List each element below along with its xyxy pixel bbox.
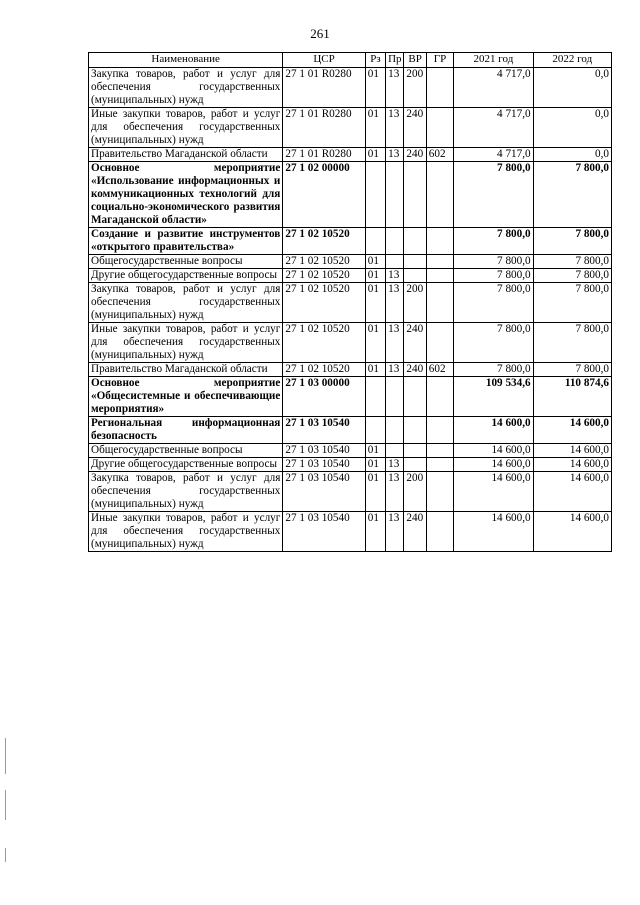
cell-rz	[365, 417, 385, 444]
budget-table	[88, 52, 612, 552]
cell-name: Общегосударственные вопросы	[89, 255, 283, 269]
cell-rz	[365, 162, 385, 228]
cell-pr: 13	[386, 323, 404, 363]
scan-edge-mark	[5, 848, 6, 862]
cell-gr	[426, 458, 453, 472]
cell-csr: 27 1 03 10540	[283, 458, 365, 472]
cell-2022: 14 600,0	[533, 472, 611, 512]
cell-2022: 0,0	[533, 108, 611, 148]
cell-vr: 200	[404, 472, 426, 512]
cell-2022: 7 800,0	[533, 228, 611, 255]
cell-pr	[386, 444, 404, 458]
cell-gr	[426, 417, 453, 444]
cell-csr: 27 1 03 10540	[283, 417, 365, 444]
cell-csr: 27 1 02 00000	[283, 162, 365, 228]
header-pr: Пр	[386, 53, 404, 68]
cell-gr	[426, 255, 453, 269]
cell-gr	[426, 472, 453, 512]
cell-2021: 4 717,0	[454, 108, 533, 148]
cell-2022: 14 600,0	[533, 458, 611, 472]
table-row	[89, 162, 612, 228]
cell-vr: 240	[404, 323, 426, 363]
cell-gr	[426, 269, 453, 283]
cell-csr: 27 1 03 10540	[283, 512, 365, 552]
cell-2022: 7 800,0	[533, 283, 611, 323]
table-row	[89, 68, 612, 108]
cell-vr: 240	[404, 148, 426, 162]
cell-2022: 14 600,0	[533, 444, 611, 458]
cell-name: Общегосударственные вопросы	[89, 444, 283, 458]
cell-pr: 13	[386, 283, 404, 323]
cell-vr: 240	[404, 108, 426, 148]
table-body	[89, 68, 612, 552]
cell-csr: 27 1 02 10520	[283, 363, 365, 377]
cell-pr	[386, 417, 404, 444]
header-vr: ВР	[404, 53, 426, 68]
cell-2022: 7 800,0	[533, 255, 611, 269]
cell-vr: 200	[404, 68, 426, 108]
cell-name: Правительство Магаданской области	[89, 363, 283, 377]
cell-2022: 110 874,6	[533, 377, 611, 417]
cell-2021: 7 800,0	[454, 363, 533, 377]
cell-gr: 602	[426, 148, 453, 162]
cell-2022: 0,0	[533, 148, 611, 162]
cell-gr	[426, 283, 453, 323]
cell-csr: 27 1 01 R0280	[283, 68, 365, 108]
cell-2021: 7 800,0	[454, 269, 533, 283]
table-row	[89, 377, 612, 417]
header-2022: 2022 год	[533, 53, 611, 68]
cell-vr: 240	[404, 363, 426, 377]
cell-2021: 14 600,0	[454, 458, 533, 472]
cell-2022: 7 800,0	[533, 162, 611, 228]
cell-pr: 13	[386, 108, 404, 148]
cell-rz	[365, 377, 385, 417]
cell-pr: 13	[386, 458, 404, 472]
cell-2021: 14 600,0	[454, 512, 533, 552]
cell-name: Иные закупки товаров, работ и услуг для обеспечения государственных (муниципальных) нужд	[89, 108, 283, 148]
cell-csr: 27 1 03 00000	[283, 377, 365, 417]
cell-name: Региональная информационная безопасность	[89, 417, 283, 444]
cell-vr	[404, 458, 426, 472]
page-number: 261	[310, 26, 330, 41]
cell-name: Закупка товаров, работ и услуг для обеспечения государственных (муниципальных) нужд	[89, 283, 283, 323]
cell-pr: 13	[386, 512, 404, 552]
cell-pr	[386, 162, 404, 228]
cell-pr	[386, 228, 404, 255]
cell-rz: 01	[365, 323, 385, 363]
cell-pr	[386, 377, 404, 417]
table-row	[89, 458, 612, 472]
cell-vr	[404, 417, 426, 444]
table-row	[89, 148, 612, 162]
cell-2022: 14 600,0	[533, 512, 611, 552]
cell-rz: 01	[365, 68, 385, 108]
cell-name: Закупка товаров, работ и услуг для обеспечения государственных (муниципальных) нужд	[89, 472, 283, 512]
cell-name: Другие общегосударственные вопросы	[89, 269, 283, 283]
cell-name: Иные закупки товаров, работ и услуг для обеспечения государственных (муниципальных) нужд	[89, 323, 283, 363]
cell-name: Основное мероприятие «Общесистемные и обеспечивающие мероприятия»	[89, 377, 283, 417]
cell-csr: 27 1 01 R0280	[283, 148, 365, 162]
table-row	[89, 363, 612, 377]
table-row	[89, 512, 612, 552]
cell-gr	[426, 377, 453, 417]
cell-gr	[426, 108, 453, 148]
cell-pr: 13	[386, 363, 404, 377]
cell-2021: 14 600,0	[454, 472, 533, 512]
table-row	[89, 283, 612, 323]
cell-pr: 13	[386, 68, 404, 108]
cell-csr: 27 1 02 10520	[283, 283, 365, 323]
header-name: Наименование	[89, 53, 283, 68]
cell-rz: 01	[365, 444, 385, 458]
table-row	[89, 228, 612, 255]
cell-pr	[386, 255, 404, 269]
cell-name: Другие общегосударственные вопросы	[89, 458, 283, 472]
header-gr: ГР	[426, 53, 453, 68]
cell-csr: 27 1 03 10540	[283, 444, 365, 458]
cell-gr	[426, 512, 453, 552]
cell-gr	[426, 228, 453, 255]
cell-rz: 01	[365, 108, 385, 148]
table-header-row	[89, 53, 612, 68]
cell-vr	[404, 162, 426, 228]
cell-2021: 7 800,0	[454, 283, 533, 323]
table-row	[89, 417, 612, 444]
cell-rz: 01	[365, 283, 385, 323]
cell-csr: 27 1 02 10520	[283, 323, 365, 363]
cell-gr: 602	[426, 363, 453, 377]
cell-name: Основное мероприятие «Использование информационных и коммуникационных технологий для социально-экономического развития Магаданской области»	[89, 162, 283, 228]
cell-gr	[426, 323, 453, 363]
scan-edge-mark	[5, 790, 6, 820]
cell-vr	[404, 269, 426, 283]
cell-csr: 27 1 02 10520	[283, 255, 365, 269]
cell-gr	[426, 444, 453, 458]
table-row	[89, 255, 612, 269]
cell-csr: 27 1 01 R0280	[283, 108, 365, 148]
table-row	[89, 444, 612, 458]
cell-csr: 27 1 03 10540	[283, 472, 365, 512]
cell-2021: 7 800,0	[454, 255, 533, 269]
cell-2021: 14 600,0	[454, 417, 533, 444]
cell-2021: 4 717,0	[454, 68, 533, 108]
cell-name: Правительство Магаданской области	[89, 148, 283, 162]
header-2021: 2021 год	[454, 53, 533, 68]
cell-name: Иные закупки товаров, работ и услуг для обеспечения государственных (муниципальных) нужд	[89, 512, 283, 552]
scan-edge-mark	[5, 738, 6, 774]
cell-2021: 7 800,0	[454, 228, 533, 255]
cell-rz	[365, 228, 385, 255]
cell-gr	[426, 68, 453, 108]
table-row	[89, 108, 612, 148]
cell-name: Закупка товаров, работ и услуг для обеспечения государственных (муниципальных) нужд	[89, 68, 283, 108]
cell-2021: 4 717,0	[454, 148, 533, 162]
cell-rz: 01	[365, 363, 385, 377]
table-row	[89, 323, 612, 363]
cell-vr	[404, 228, 426, 255]
cell-vr: 200	[404, 283, 426, 323]
cell-vr	[404, 255, 426, 269]
cell-pr: 13	[386, 472, 404, 512]
cell-rz: 01	[365, 472, 385, 512]
cell-2022: 7 800,0	[533, 323, 611, 363]
cell-rz: 01	[365, 255, 385, 269]
cell-csr: 27 1 02 10520	[283, 228, 365, 255]
cell-gr	[426, 162, 453, 228]
header-rz: Рз	[365, 53, 385, 68]
cell-rz: 01	[365, 269, 385, 283]
table-row	[89, 472, 612, 512]
cell-vr	[404, 377, 426, 417]
cell-vr: 240	[404, 512, 426, 552]
cell-csr: 27 1 02 10520	[283, 269, 365, 283]
cell-2021: 14 600,0	[454, 444, 533, 458]
cell-2022: 7 800,0	[533, 269, 611, 283]
cell-2021: 7 800,0	[454, 323, 533, 363]
cell-vr	[404, 444, 426, 458]
cell-2022: 7 800,0	[533, 363, 611, 377]
cell-rz: 01	[365, 148, 385, 162]
cell-2021: 7 800,0	[454, 162, 533, 228]
cell-pr: 13	[386, 269, 404, 283]
cell-pr: 13	[386, 148, 404, 162]
cell-name: Создание и развитие инструментов «открытого правительства»	[89, 228, 283, 255]
cell-rz: 01	[365, 458, 385, 472]
cell-rz: 01	[365, 512, 385, 552]
table-row	[89, 269, 612, 283]
cell-2021: 109 534,6	[454, 377, 533, 417]
cell-2022: 0,0	[533, 68, 611, 108]
header-csr: ЦСР	[283, 53, 365, 68]
cell-2022: 14 600,0	[533, 417, 611, 444]
